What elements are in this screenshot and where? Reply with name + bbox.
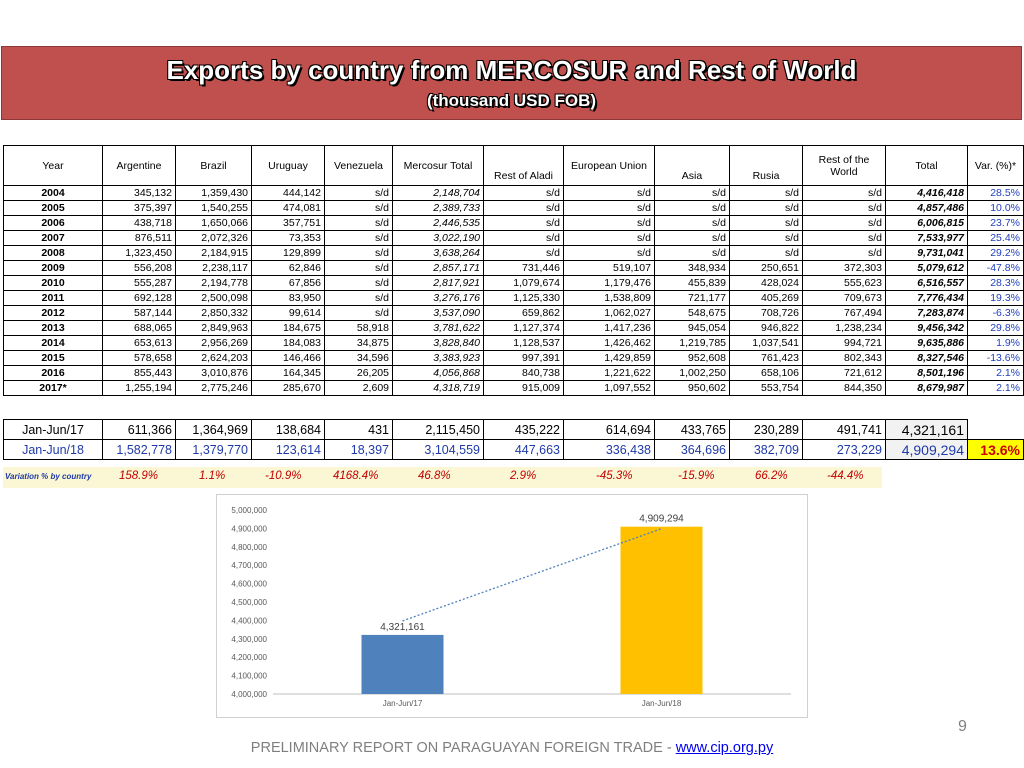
cell: 2,115,450 [393,420,484,440]
cell-year: 2004 [4,186,103,201]
header-uruguay: Uruguay [252,146,325,186]
table-cell: 1,125,330 [484,291,564,306]
table-cell: 1,128,537 [484,336,564,351]
table-cell: 73,353 [252,231,325,246]
table-cell: s/d [564,216,655,231]
empty-cell [968,420,1024,440]
table-cell: 129,899 [252,246,325,261]
cell-total-variation: 13.6% [968,440,1024,460]
cell-variation: 28.3% [968,276,1024,291]
cell-variation: -6.3% [968,306,1024,321]
cell: 1,364,969 [176,420,252,440]
data-label: 4,321,161 [380,621,425,633]
table-cell: 1,037,541 [730,336,803,351]
table-cell: 455,839 [655,276,730,291]
table-cell: 2,609 [325,381,393,396]
table-cell: s/d [803,186,886,201]
table-cell: 184,675 [252,321,325,336]
cell-variation: 28.5% [968,186,1024,201]
cell: 611,366 [103,420,176,440]
row-jan-jun-17 [4,420,1024,440]
table-cell: 844,350 [803,381,886,396]
variation-rusia: 66.2% [755,470,788,482]
cell: 1,379,770 [176,440,252,460]
table-cell: 876,511 [103,231,176,246]
table-cell: 721,612 [803,366,886,381]
cell: 230,289 [730,420,803,440]
table-cell: 7,776,434 [886,291,968,306]
y-tick-label: 4,000,000 [231,690,267,699]
table-cell: 3,022,190 [393,231,484,246]
table-row [4,246,1024,261]
table-cell: 767,494 [803,306,886,321]
table-cell: s/d [484,231,564,246]
table-cell: 146,466 [252,351,325,366]
table-cell: 4,056,868 [393,366,484,381]
table-cell: 658,106 [730,366,803,381]
table-cell: 4,416,418 [886,186,968,201]
cell: 447,663 [484,440,564,460]
table-row [4,261,1024,276]
table-cell: s/d [803,201,886,216]
cell: 364,696 [655,440,730,460]
table-header-row [4,146,1024,186]
variation-argentine: 158.9% [119,470,159,482]
table-cell: s/d [325,216,393,231]
table-cell: 3,276,176 [393,291,484,306]
cell: 18,397 [325,440,393,460]
table-cell: 5,079,612 [886,261,968,276]
variation-asia: -15.9% [678,470,715,482]
table-cell: 2,850,332 [176,306,252,321]
table-cell: 556,208 [103,261,176,276]
table-cell: 7,283,874 [886,306,968,321]
cell: 491,741 [803,420,886,440]
table-cell: s/d [730,231,803,246]
cell: 3,104,559 [393,440,484,460]
table-row [4,276,1024,291]
table-cell: 855,443 [103,366,176,381]
table-cell: 1,538,809 [564,291,655,306]
x-tick-label: Jan-Jun/17 [382,699,423,708]
table-cell: 428,024 [730,276,803,291]
table-cell: s/d [803,246,886,261]
table-row [4,381,1024,396]
cell: 138,684 [252,420,325,440]
table-cell: 4,857,486 [886,201,968,216]
exports-bar-chart [216,494,808,718]
cell: 336,438 [564,440,655,460]
table-cell: 2,389,733 [393,201,484,216]
variation-venezuela: 4168.4% [333,470,379,482]
table-cell: s/d [730,246,803,261]
table-cell: 553,754 [730,381,803,396]
table-row [4,336,1024,351]
table-cell: s/d [564,246,655,261]
variation-european-union: -45.3% [596,470,633,482]
table-cell: 840,738 [484,366,564,381]
table-cell: 6,006,815 [886,216,968,231]
table-cell: 99,614 [252,306,325,321]
table-cell: 444,142 [252,186,325,201]
table-cell: s/d [730,216,803,231]
table-cell: 915,009 [484,381,564,396]
table-cell: 1,219,785 [655,336,730,351]
table-cell: 555,287 [103,276,176,291]
cell: 431 [325,420,393,440]
table-cell: s/d [803,231,886,246]
header-rusia: Rusia [730,146,803,186]
table-cell: 3,537,090 [393,306,484,321]
table-cell: 250,651 [730,261,803,276]
cell: 433,765 [655,420,730,440]
table-cell: s/d [484,246,564,261]
y-tick-label: 5,000,000 [231,506,267,515]
header-argentine: Argentine [103,146,176,186]
table-cell: 3,010,876 [176,366,252,381]
table-cell: s/d [730,201,803,216]
table-cell: 1,221,622 [564,366,655,381]
variation-row [3,467,882,488]
table-cell: s/d [484,201,564,216]
table-cell: 8,679,987 [886,381,968,396]
table-cell: s/d [325,291,393,306]
y-tick-label: 4,300,000 [231,634,267,644]
table-row [4,216,1024,231]
header-asia: Asia [655,146,730,186]
cell-variation: -47.8% [968,261,1024,276]
cell-variation: 29.2% [968,246,1024,261]
cell: 614,694 [564,420,655,440]
table-cell: 1,540,255 [176,201,252,216]
table-cell: 438,718 [103,216,176,231]
table-cell: s/d [564,201,655,216]
table-cell: 1,255,194 [103,381,176,396]
table-cell: 2,817,921 [393,276,484,291]
cell-variation: 23.7% [968,216,1024,231]
table-cell: 2,194,778 [176,276,252,291]
table-cell: 946,822 [730,321,803,336]
table-cell: 1,650,066 [176,216,252,231]
header-rest-of-world: Rest of the World [803,146,886,186]
table-cell: 26,205 [325,366,393,381]
table-cell: 372,303 [803,261,886,276]
footer [0,740,1024,756]
table-cell: 950,602 [655,381,730,396]
table-cell: 659,862 [484,306,564,321]
table-cell: 375,397 [103,201,176,216]
table-cell: 709,673 [803,291,886,306]
table-cell: 519,107 [564,261,655,276]
exports-table [3,145,1024,396]
table-cell: 994,721 [803,336,886,351]
table-cell: 548,675 [655,306,730,321]
table-cell: 67,856 [252,276,325,291]
cell: 123,614 [252,440,325,460]
header-mercosur-total: Mercosur Total [393,146,484,186]
cell-total: 4,909,294 [886,440,968,460]
table-cell: s/d [730,186,803,201]
y-tick-label: 4,700,000 [231,561,267,571]
variation-brazil: 1.1% [199,470,226,482]
x-tick-label: Jan-Jun/18 [641,699,682,708]
table-cell: 357,751 [252,216,325,231]
y-tick-label: 4,100,000 [231,671,267,681]
table-cell: 8,327,546 [886,351,968,366]
header-brazil: Brazil [176,146,252,186]
table-row [4,366,1024,381]
cell-year: 2013 [4,321,103,336]
table-cell: 1,429,859 [564,351,655,366]
header-variation: Var. (%)* [968,146,1024,186]
header-european-union: European Union [564,146,655,186]
title-banner [1,46,1022,120]
header-year: Year [4,146,103,186]
table-cell: 587,144 [103,306,176,321]
table-cell: 62,846 [252,261,325,276]
table-cell: 184,083 [252,336,325,351]
table-cell: s/d [325,276,393,291]
table-cell: 1,179,476 [564,276,655,291]
table-cell: s/d [655,216,730,231]
table-cell: 8,501,196 [886,366,968,381]
table-cell: 4,318,719 [393,381,484,396]
cell-variation: 1.9% [968,336,1024,351]
bar [621,527,703,694]
table-cell: 1,238,234 [803,321,886,336]
cell-year: 2010 [4,276,103,291]
cell-year: 2007 [4,231,103,246]
cell-variation: 29.8% [968,321,1024,336]
table-cell: s/d [564,231,655,246]
table-cell: 2,857,171 [393,261,484,276]
table-cell: 405,269 [730,291,803,306]
table-cell: s/d [655,231,730,246]
table-cell: 692,128 [103,291,176,306]
table-cell: 731,446 [484,261,564,276]
table-cell: s/d [325,201,393,216]
cell-year: 2009 [4,261,103,276]
header-venezuela: Venezuela [325,146,393,186]
table-row [4,351,1024,366]
table-cell: 2,624,203 [176,351,252,366]
y-tick-label: 4,200,000 [231,653,267,663]
cell-year: 2011 [4,291,103,306]
page-subtitle: (thousand USD FOB) [426,91,597,110]
cell: 1,582,778 [103,440,176,460]
table-cell: 2,072,326 [176,231,252,246]
table-cell: 474,081 [252,201,325,216]
table-cell: 9,731,041 [886,246,968,261]
table-cell: s/d [325,246,393,261]
cell-year: 2016 [4,366,103,381]
y-tick-label: 4,600,000 [231,579,267,589]
variation-label: Variation % by country [5,472,92,481]
table-cell: 2,446,535 [393,216,484,231]
header-total: Total [886,146,968,186]
row-jan-jun-18 [4,440,1024,460]
table-cell: 6,516,557 [886,276,968,291]
cell-variation: 2.1% [968,366,1024,381]
cell-variation: 19.3% [968,291,1024,306]
y-tick-label: 4,900,000 [231,524,267,534]
table-cell: 2,238,117 [176,261,252,276]
table-cell: 688,065 [103,321,176,336]
table-cell: 285,670 [252,381,325,396]
table-cell: s/d [655,186,730,201]
table-row [4,201,1024,216]
cell-variation: -13.6% [968,351,1024,366]
table-cell: 1,097,552 [564,381,655,396]
table-cell: 164,345 [252,366,325,381]
variation-uruguay: -10.9% [265,470,302,482]
table-row [4,186,1024,201]
table-cell: 9,635,886 [886,336,968,351]
cell-year: 2014 [4,336,103,351]
table-cell: s/d [564,186,655,201]
table-row [4,231,1024,246]
table-cell: s/d [655,246,730,261]
table-cell: 761,423 [730,351,803,366]
y-tick-label: 4,500,000 [231,598,267,607]
table-cell: 345,132 [103,186,176,201]
table-cell: 3,781,622 [393,321,484,336]
footer-text: PRELIMINARY REPORT ON PARAGUAYAN FOREIGN TRADE - [250,740,676,756]
table-cell: 2,849,963 [176,321,252,336]
page-title: Exports by country from MERCOSUR and Rest of World [166,55,857,85]
table-cell: s/d [325,306,393,321]
chart-canvas [217,495,807,717]
cell-total: 4,321,161 [886,420,968,440]
table-cell: s/d [803,216,886,231]
cell-period: Jan-Jun/17 [4,420,103,440]
table-cell: s/d [325,186,393,201]
cell-year: 2015 [4,351,103,366]
table-cell: 7,533,977 [886,231,968,246]
table-cell: 555,623 [803,276,886,291]
table-cell: s/d [325,261,393,276]
table-cell: 348,934 [655,261,730,276]
table-cell: 578,658 [103,351,176,366]
cell-variation: 10.0% [968,201,1024,216]
y-tick-label: 4,800,000 [231,542,267,552]
table-cell: 802,343 [803,351,886,366]
table-cell: s/d [655,201,730,216]
cell: 435,222 [484,420,564,440]
cell: 273,229 [803,440,886,460]
y-tick-label: 4,400,000 [231,616,267,626]
table-cell: 945,054 [655,321,730,336]
table-cell: 2,148,704 [393,186,484,201]
variation-rest-of-aladi: 2.9% [510,470,537,482]
table-cell: 3,638,264 [393,246,484,261]
cell-year: 2008 [4,246,103,261]
table-cell: 2,775,246 [176,381,252,396]
data-label: 4,909,294 [639,513,684,525]
cell-period: Jan-Jun/18 [4,440,103,460]
table-cell: 34,875 [325,336,393,351]
table-row [4,291,1024,306]
table-cell: s/d [484,216,564,231]
cell-variation: 25.4% [968,231,1024,246]
bar [362,635,444,694]
table-cell: 2,956,269 [176,336,252,351]
table-cell: s/d [325,231,393,246]
table-cell: 997,391 [484,351,564,366]
table-cell: 1,426,462 [564,336,655,351]
variation-rest-of-world: -44.4% [827,470,864,482]
table-cell: 708,726 [730,306,803,321]
table-cell: 1,079,674 [484,276,564,291]
table-row [4,321,1024,336]
table-cell: 9,456,342 [886,321,968,336]
table-cell: 83,950 [252,291,325,306]
cell: 382,709 [730,440,803,460]
table-cell: 3,828,840 [393,336,484,351]
table-cell: 3,383,923 [393,351,484,366]
table-cell: 721,177 [655,291,730,306]
cell-year: 2005 [4,201,103,216]
table-cell: 952,608 [655,351,730,366]
page-number: 9 [958,718,967,735]
cell-year: 2012 [4,306,103,321]
cell-variation: 2.1% [968,381,1024,396]
footer-link[interactable]: www.cip.org.py [675,740,774,756]
table-cell: s/d [484,186,564,201]
table-row [4,306,1024,321]
table-cell: 58,918 [325,321,393,336]
cell-year: 2006 [4,216,103,231]
table-cell: 1,127,374 [484,321,564,336]
table-cell: 2,500,098 [176,291,252,306]
cell-year: 2017* [4,381,103,396]
table-cell: 1,359,430 [176,186,252,201]
header-rest-of-aladi: Rest of Aladi [484,146,564,186]
table-cell: 2,184,915 [176,246,252,261]
half-year-comparison-table [3,419,1024,460]
table-cell: 34,596 [325,351,393,366]
table-cell: 1,417,236 [564,321,655,336]
table-cell: 653,613 [103,336,176,351]
table-cell: 1,062,027 [564,306,655,321]
table-cell: 1,323,450 [103,246,176,261]
variation-mercosur-total: 46.8% [418,470,451,482]
table-cell: 1,002,250 [655,366,730,381]
